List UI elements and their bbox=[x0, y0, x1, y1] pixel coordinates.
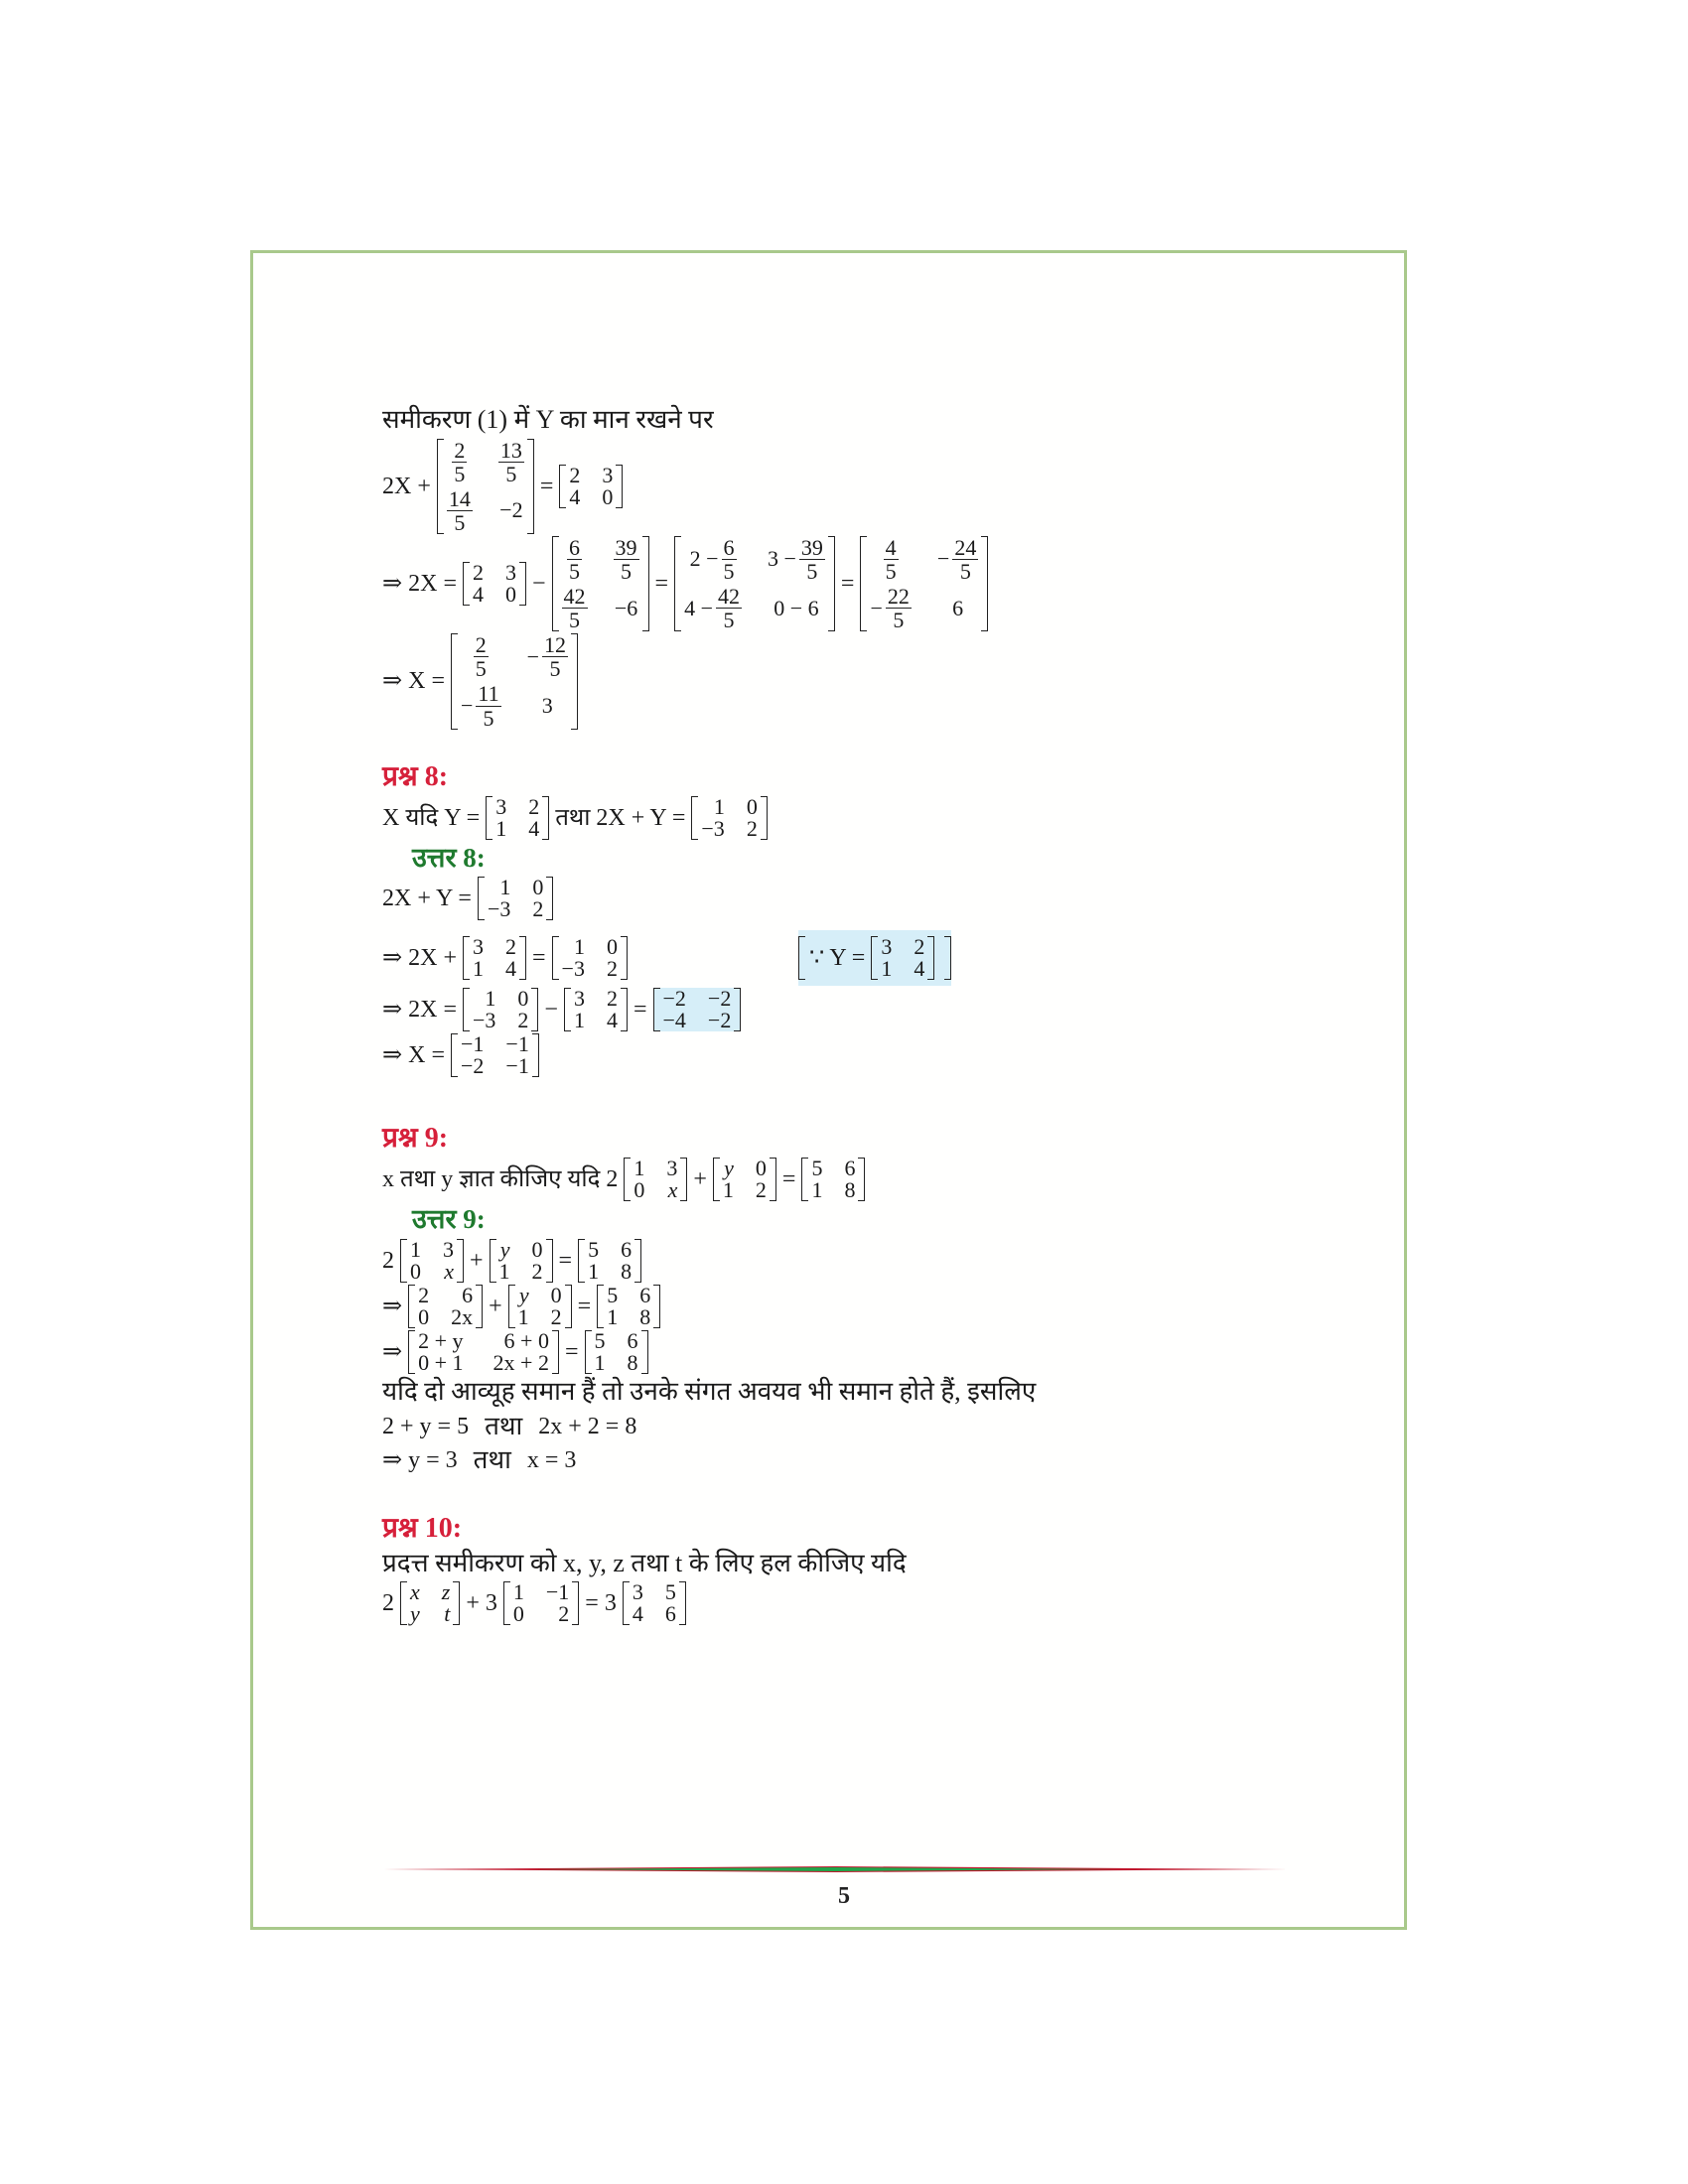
coefficient: 2 bbox=[382, 1590, 394, 1617]
since-note bbox=[798, 930, 951, 986]
matrix: 2 + y 6 + 0 0 + 1 2x + 2 bbox=[408, 1330, 559, 1374]
matrix: 2 3 4 0 bbox=[463, 562, 526, 606]
equals-sign: = 3 bbox=[585, 1590, 617, 1617]
equals-sign: = bbox=[654, 571, 669, 598]
matrix: x z y t bbox=[400, 1581, 460, 1625]
result-join: तथा bbox=[485, 1411, 523, 1440]
matrix: 2 6 0 2x bbox=[408, 1285, 483, 1328]
q9-step-1 bbox=[382, 1239, 1336, 1283]
q9-result-1 bbox=[382, 1411, 1336, 1443]
intro-text bbox=[382, 404, 1336, 437]
equals-sign: = bbox=[577, 1294, 592, 1320]
answer-9-heading: उत्तर 9: bbox=[412, 1204, 486, 1235]
q8-step-3 bbox=[382, 988, 1336, 1031]
eq-lhs: ⇒ 2X = bbox=[382, 571, 457, 598]
equals-sign: = bbox=[633, 997, 647, 1024]
q9-result-2 bbox=[382, 1444, 1336, 1477]
matrix: 1 0 −3 2 bbox=[478, 877, 553, 920]
matrix: −1 −1 −2 −1 bbox=[451, 1033, 539, 1077]
question-9-heading: प्रश्न 9: bbox=[382, 1123, 449, 1155]
step-lhs: ⇒ bbox=[382, 1294, 403, 1320]
q8-pre: X यदि Y = bbox=[382, 804, 481, 831]
matrix: 1 −1 0 2 bbox=[503, 1581, 579, 1625]
matrix: 3 2 1 4 bbox=[486, 796, 549, 840]
result-eq: x = 3 bbox=[526, 1447, 577, 1474]
step-lhs: ⇒ bbox=[382, 1339, 403, 1366]
matrix: 1 0 −3 2 bbox=[552, 936, 628, 980]
result-join: तथा bbox=[473, 1445, 511, 1475]
matrix: 1 3 0 x bbox=[624, 1158, 687, 1201]
footer-divider bbox=[384, 1866, 1288, 1872]
plus-sign: + bbox=[489, 1294, 502, 1320]
matrix: 5 6 1 8 bbox=[597, 1285, 660, 1328]
equals-sign: = bbox=[558, 1248, 573, 1275]
step-lhs: ⇒ X = bbox=[382, 1042, 445, 1069]
step-lhs: 2 bbox=[382, 1248, 394, 1275]
q10-sentence: प्रदत्त समीकरण को x, y, z तथा t के लिए हल कीजिए यदि bbox=[382, 1548, 907, 1577]
answer-8-heading: उत्तर 8: bbox=[412, 842, 486, 873]
matrix: 1 3 0 x bbox=[400, 1239, 464, 1283]
matrix: 2 − $\frac{6}{5}$ 3 − $\frac{39}{5}$ 4 − $\frac{42}{5}$ 0 − 6 bbox=[674, 536, 835, 631]
plus-sign: + bbox=[470, 1248, 484, 1275]
result-eq: ⇒ y = 3 bbox=[382, 1447, 458, 1474]
matrix: y 0 1 2 bbox=[508, 1285, 572, 1328]
matrix: $\frac{2}{5}$ − $\frac{12}{5}$ − $\frac{11}{5}$ 3 bbox=[451, 633, 578, 729]
matrix: 5 6 1 8 bbox=[801, 1158, 865, 1201]
matrix: 3 5 4 6 bbox=[623, 1581, 686, 1625]
matrix: 1 0 −3 2 bbox=[463, 988, 538, 1031]
q8-mid: तथा 2X + Y = bbox=[555, 804, 686, 831]
matrix: 5 6 1 8 bbox=[578, 1239, 641, 1283]
equals-sign: = bbox=[531, 945, 546, 972]
question-8-heading: प्रश्न 8: bbox=[382, 760, 449, 792]
matrix: y 0 1 2 bbox=[490, 1239, 553, 1283]
q8-step-1 bbox=[382, 877, 1336, 920]
matrix: y 0 1 2 bbox=[713, 1158, 776, 1201]
minus-sign: − bbox=[531, 571, 546, 598]
page-number: 5 bbox=[838, 1883, 850, 1909]
result-eq: 2x + 2 = 8 bbox=[538, 1413, 637, 1439]
intro-sentence: समीकरण (1) में Y का मान रखने पर bbox=[382, 405, 714, 434]
step-lhs: ⇒ 2X = bbox=[382, 997, 457, 1024]
q9-pre: x तथा y ज्ञात कीजिए यदि 2 bbox=[382, 1166, 619, 1193]
question-9-text bbox=[382, 1158, 1336, 1201]
matrix: 3 2 1 4 bbox=[564, 988, 628, 1031]
q8-step-4 bbox=[382, 1033, 1336, 1077]
q8-step-2 bbox=[382, 930, 1336, 986]
matrix: 5 6 1 8 bbox=[585, 1330, 648, 1374]
result-eq: 2 + y = 5 bbox=[382, 1413, 470, 1439]
question-8-text bbox=[382, 793, 1336, 841]
minus-sign: − bbox=[544, 997, 558, 1024]
matrix: 2 3 4 0 bbox=[559, 465, 623, 508]
q9-explanation bbox=[382, 1376, 1336, 1409]
intro-eq2 bbox=[382, 536, 1336, 631]
question-10-heading: प्रश्न 10: bbox=[382, 1512, 463, 1544]
q9-step-2 bbox=[382, 1285, 1336, 1328]
since-note-text: ∵ Y = bbox=[808, 945, 866, 972]
matrix: 3 2 1 4 bbox=[871, 936, 934, 980]
eq-lhs: ⇒ X = bbox=[382, 668, 445, 695]
question-10-equation bbox=[382, 1581, 1336, 1625]
equals-sign: = bbox=[564, 1339, 579, 1366]
matrix: 3 2 1 4 bbox=[463, 936, 526, 980]
page-content bbox=[382, 402, 1336, 1627]
plus-sign: + bbox=[693, 1166, 707, 1193]
matrix: $\frac{2}{5}$ $\frac{13}{5}$ $\frac{14}{5}$ −2 bbox=[437, 439, 534, 534]
eq-lhs: 2X + bbox=[382, 473, 431, 499]
step-lhs: ⇒ 2X + bbox=[382, 945, 457, 972]
explanation-text: यदि दो आव्यूह समान हैं तो उनके संगत अवयव भी समान होते हैं, इसलिए bbox=[382, 1377, 1037, 1407]
equals-sign: = bbox=[840, 571, 855, 598]
plus-sign: + 3 bbox=[466, 1590, 497, 1617]
matrix: $\frac{6}{5}$ $\frac{39}{5}$ $\frac{42}{5}$ −6 bbox=[552, 536, 649, 631]
q9-step-3 bbox=[382, 1330, 1336, 1374]
intro-eq1 bbox=[382, 439, 1336, 534]
intro-eq3 bbox=[382, 633, 1336, 729]
equals-sign: = bbox=[539, 473, 554, 499]
question-10-text bbox=[382, 1548, 1336, 1580]
matrix: 1 0 −3 2 bbox=[691, 796, 767, 840]
matrix: $\frac{4}{5}$ − $\frac{24}{5}$ − $\frac{22}{5}$ 6 bbox=[860, 536, 988, 631]
step-lhs: 2X + Y = bbox=[382, 886, 472, 912]
matrix: −2 −2 −4 −2 bbox=[653, 988, 742, 1031]
equals-sign: = bbox=[781, 1166, 796, 1193]
